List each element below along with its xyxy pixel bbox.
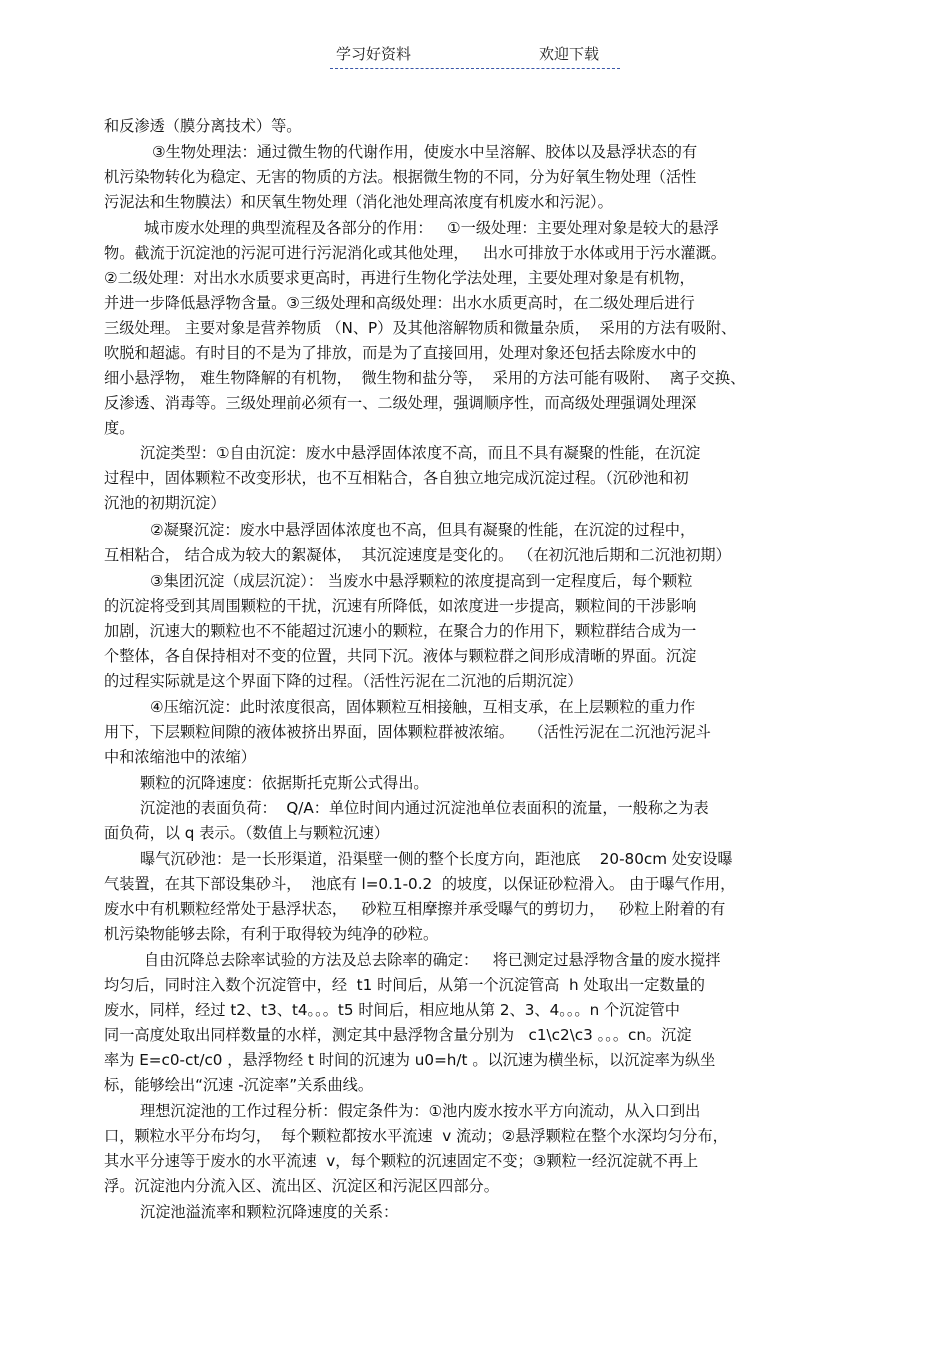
text-line: 率为 E=c0-ct/c0 ，悬浮物经 t 时间的沉速为 u0=h/t 。以沉速为横坐标，以沉淀率为纵坐 (104, 1051, 716, 1069)
text-line: 互相粘合， 结合成为较大的絮凝体， 其沉淀速度是变化的。 （在初沉池后期和二沉池初期） (104, 546, 731, 564)
text-line: 沉池的初期沉淀） (104, 494, 226, 512)
header-left-text: 学习好资料 (336, 45, 412, 63)
text-line: ③生物处理法：通过微生物的代谢作用，使废水中呈溶解、胶体以及悬浮状态的有 (152, 143, 698, 161)
text-line: ④压缩沉淀：此时浓度很高，固体颗粒互相接触，互相支承，在上层颗粒的重力作 (150, 698, 696, 716)
text-line: 反渗透、消毒等。三级处理前必须有一、二级处理，强调顺序性，而高级处理强调处理深 (104, 394, 697, 412)
text-line: 细小悬浮物， 难生物降解的有机物， 微生物和盐分等， 采用的方法可能有吸附、 离子交换、 (104, 369, 746, 387)
text-line: 标，能够绘出“沉速 -沉淀率”关系曲线。 (104, 1076, 374, 1094)
text-line: 理想沉淀池的工作过程分析：假定条件为：①池内废水按水平方向流动，从入口到出 (140, 1102, 701, 1120)
text-line: 废水中有机颗粒经常处于悬浮状态， 砂粒互相摩擦并承受曝气的剪切力， 砂粒上附着的有 (104, 900, 726, 918)
text-line: 沉淀类型：①自由沉淀：废水中悬浮固体浓度不高，而且不具有凝聚的性能，在沉淀 (140, 444, 701, 462)
text-line: 气装置，在其下部设集砂斗， 池底有 l=0.1-0.2 的坡度，以保证砂粒滑入。 由于曝气作用， (104, 875, 736, 893)
text-line: 沉淀池溢流率和颗粒沉降速度的关系： (140, 1203, 399, 1221)
text-line: 口，颗粒水平分布均匀， 每个颗粒都按水平流速 v 流动；②悬浮颗粒在整个水深均匀分布， (104, 1127, 728, 1145)
text-line: 其水平分速等于废水的水平流速 v，每个颗粒的沉速固定不变；③颗粒一经沉淀就不再上 (104, 1152, 699, 1170)
text-line: 颗粒的沉降速度：依据斯托克斯公式得出。 (140, 774, 429, 792)
text-line: 物。截流于沉淀池的污泥可进行污泥消化或其他处理， 出水可排放于水体或用于污水灌溉。 (104, 244, 726, 262)
text-line: 浮。沉淀池内分流入区、流出区、沉淀区和污泥区四部分。 (104, 1177, 499, 1195)
text-line: 用下，下层颗粒间隙的液体被挤出界面，固体颗粒群被浓缩。 （活性污泥在二沉池污泥斗 (104, 723, 711, 741)
text-line: 城市废水处理的典型流程及各部分的作用： ①一级处理：主要处理对象是较大的悬浮 (144, 219, 719, 237)
text-line: 沉淀池的表面负荷： Q/A：单位时间内通过沉淀池单位表面积的流量，一般称之为表 (140, 799, 709, 817)
text-line: 废水，同样，经过 t2、t3、t4。。。t5 时间后，相应地从第 2、3、4。。。n 个沉淀管中 (104, 1001, 680, 1019)
text-line: ③集团沉淀（成层沉淀）： 当废水中悬浮颗粒的浓度提高到一定程度后，每个颗粒 (150, 572, 693, 590)
text-line: 过程中，固体颗粒不改变形状，也不互相粘合，各自独立地完成沉淀过程。（沉砂池和初 (104, 469, 689, 487)
text-line: 机污染物能够去除，有利于取得较为纯净的砂粒。 (104, 925, 439, 943)
text-line: 加剧，沉速大的颗粒也不不能超过沉速小的颗粒，在聚合力的作用下，颗粒群结合成为一 (104, 622, 697, 640)
page-header (330, 40, 620, 69)
text-line: ②凝聚沉淀：废水中悬浮固体浓度也不高，但具有凝聚的性能，在沉淀的过程中， (150, 521, 696, 539)
text-line: 个整体，各自保持相对不变的位置，共同下沉。液体与颗粒群之间形成清晰的界面。沉淀 (104, 647, 697, 665)
text-line: 同一高度处取出同样数量的水样，测定其中悬浮物含量分别为 c1\c2\c3 。。。cn。沉淀 (104, 1026, 692, 1044)
text-line: 中和浓缩池中的浓缩） (104, 748, 256, 766)
text-line: 度。 (104, 419, 135, 437)
text-line: 吹脱和超滤。有时目的不是为了排放，而是为了直接回用，处理对象还包括去除废水中的 (104, 344, 697, 362)
text-line: 机污染物转化为稳定、无害的物质的方法。根据微生物的不同，分为好氧生物处理（活性 (104, 168, 697, 186)
text-line: 和反渗透（膜分离技术）等。 (104, 117, 302, 135)
text-line: 污泥法和生物膜法）和厌氧生物处理（消化池处理高浓度有机废水和污泥）。 (104, 193, 613, 211)
text-line: 三级处理。 主要对象是营养物质 （N、P）及其他溶解物质和微量杂质， 采用的方法有吸附、 (104, 319, 737, 337)
text-line: 的过程实际就是这个界面下降的过程。（活性污泥在二沉池的后期沉淀） (104, 672, 583, 690)
header-right-text: 欢迎下载 (539, 45, 600, 63)
text-line: 的沉淀将受到其周围颗粒的干扰，沉速有所降低，如浓度进一步提高，颗粒间的干涉影响 (104, 597, 697, 615)
text-line: 自由沉降总去除率试验的方法及总去除率的确定： 将已测定过悬浮物含量的废水搅拌 (144, 951, 721, 969)
text-line: 曝气沉砂池：是一长形渠道，沿渠壁一侧的整个长度方向，距池底 20-80cm 处安设曝 (140, 850, 733, 868)
text-line: 并进一步降低悬浮物含量。③三级处理和高级处理：出水水质更高时，在二级处理后进行 (104, 294, 695, 312)
text-line: ②二级处理：对出水水质要求更高时，再进行生物化学法处理，主要处理对象是有机物， (104, 269, 695, 287)
text-line: 均匀后，同时注入数个沉淀管中，经 t1 时间后，从第一个沉淀管高 h 处取出一定数量的 (104, 976, 705, 994)
text-line: 面负荷，以 q 表示。（数值上与颗粒沉速） (104, 824, 390, 842)
